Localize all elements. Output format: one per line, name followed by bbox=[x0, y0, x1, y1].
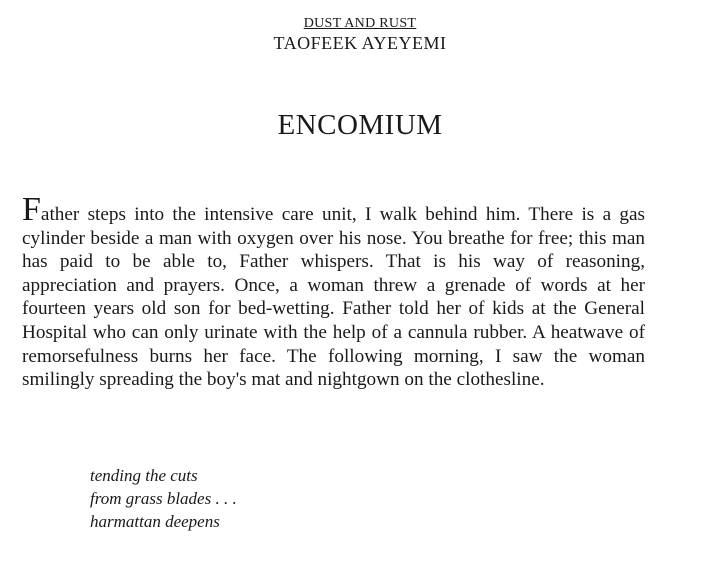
author-name: TAOFEEK AYEYEMI bbox=[273, 33, 447, 53]
collection-title: DUST AND RUST bbox=[303, 16, 417, 31]
prose-text: ather steps into the intensive care unit, I walk behind him. There is a gas cylinder beside a man with oxygen over his nose. You breathe for free; this man has paid to be able to, Father whispers. That is his way of reasoning, appreciation and prayers. Once, a woman threw a grenade of words at her fourteen years old son for bed-wetting. Father told her of kids at the General Hospital who can only urinate with the help of a cannula rubber. A heatwave of remorsefulness burns her face. The following morning, I saw the woman smilingly spreading the boy's mat and nightgown on the clothesline. bbox=[22, 204, 645, 391]
poem-title: ENCOMIUM bbox=[277, 109, 443, 141]
haiku-line-1: tending the cuts bbox=[90, 466, 198, 485]
haiku-line-2: from grass blades . . . bbox=[90, 489, 237, 508]
haiku bbox=[90, 464, 237, 533]
page-header bbox=[0, 15, 720, 53]
prose-paragraph bbox=[22, 191, 645, 392]
haiku-line-3: harmattan deepens bbox=[90, 512, 220, 531]
drop-cap: F bbox=[22, 191, 41, 228]
